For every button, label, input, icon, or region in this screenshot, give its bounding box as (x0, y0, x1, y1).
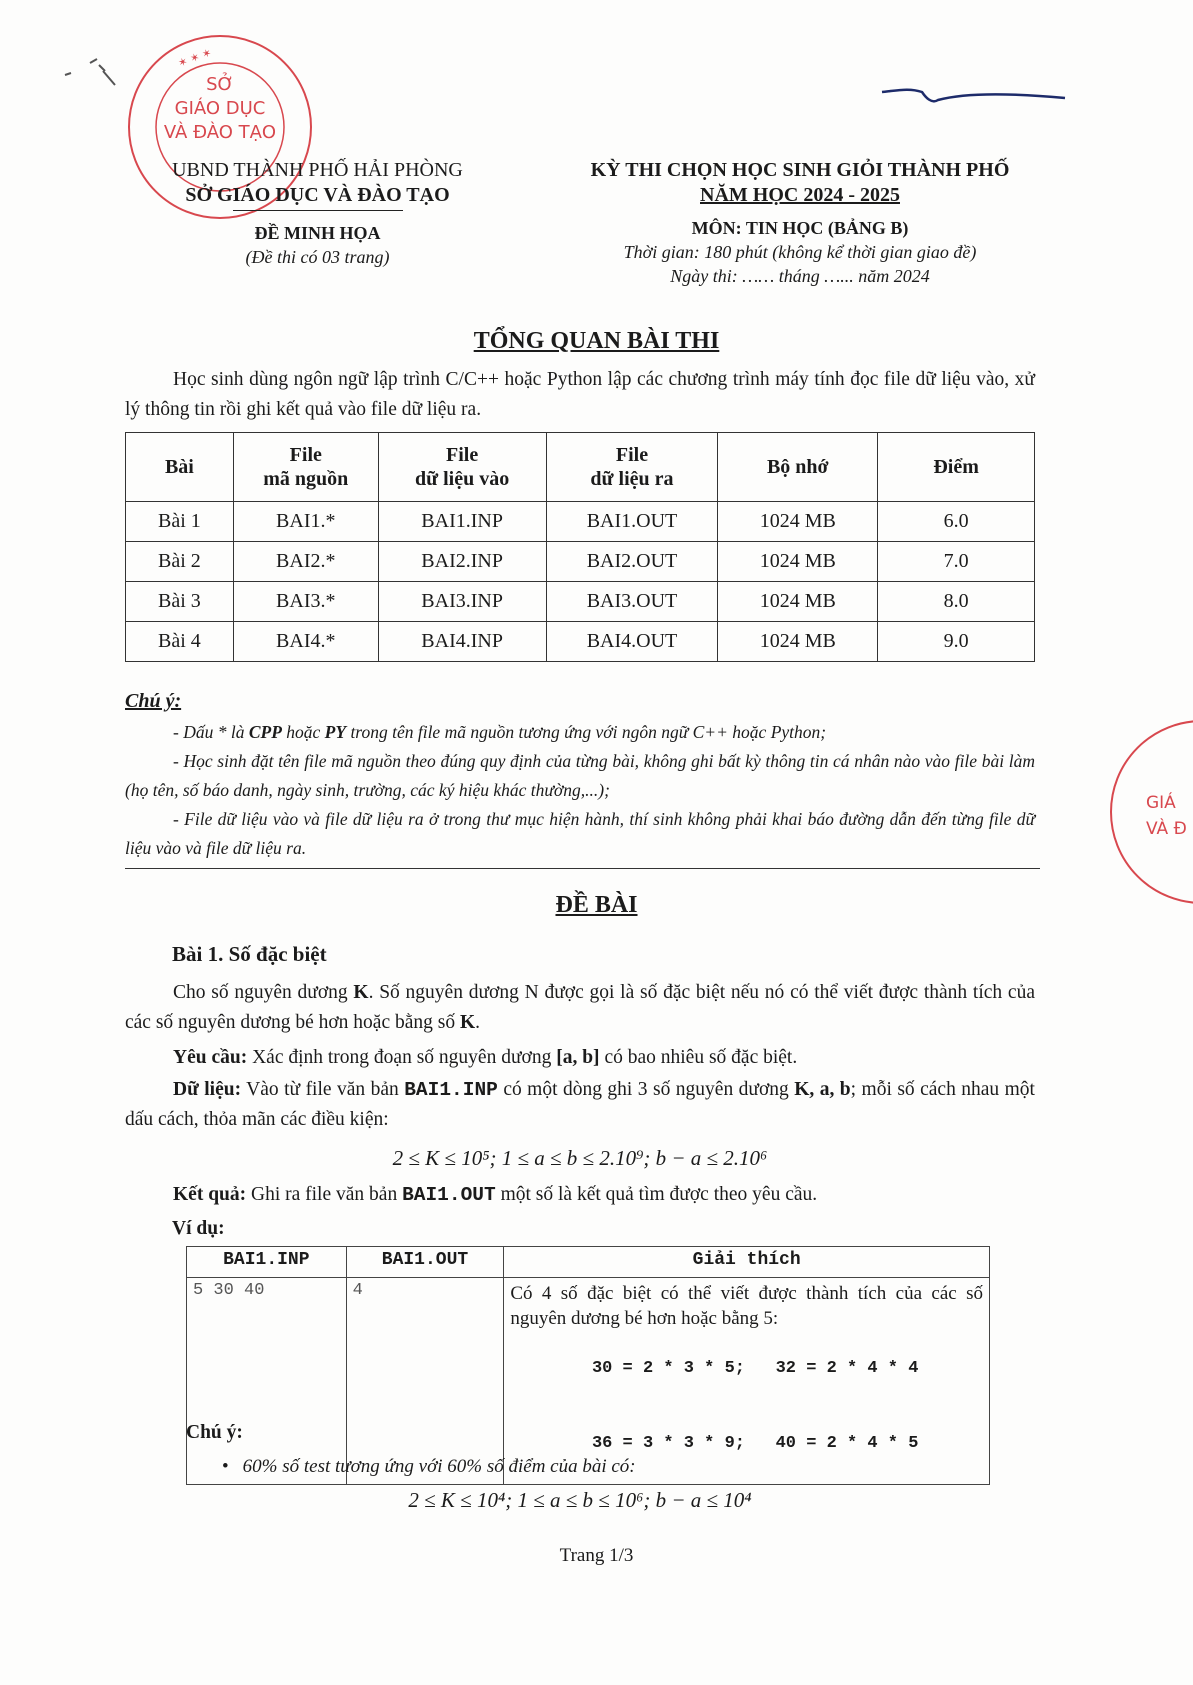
page-count-note: (Đề thi có 03 trang) (245, 247, 390, 267)
table-cell: Bài 4 (126, 622, 234, 662)
table-cell: Bài 2 (126, 542, 234, 582)
seal-partial-text1: GIÁ (1146, 793, 1176, 813)
problem-1-input: Dữ liệu: Vào từ file văn bản BAI1.INP có một dòng ghi 3 số nguyên dương K, a, b; mỗi số cách nhau một dấu cách, thỏa mãn các điều kiện: (125, 1079, 1035, 1130)
example-label: Ví dụ: (172, 1218, 225, 1239)
table-row (126, 502, 1035, 542)
problem-1-constraint: 2 ≤ K ≤ 10⁵; 1 ≤ a ≤ b ≤ 2.10⁹; b − a ≤ 2.10⁶ (392, 1146, 768, 1170)
header-cell: Giải thích (504, 1247, 990, 1278)
header-cell: File dữ liệu vào (378, 433, 546, 502)
table-cell: 8.0 (878, 582, 1035, 622)
seal-partial (1110, 720, 1193, 920)
note2-title: Chú ý: (186, 1422, 243, 1443)
bullet-icon: • (222, 1456, 229, 1477)
note-3: - File dữ liệu vào và file dữ liệu ra ở trong thư mục hiện hành, thí sinh không phải khai báo đường dẫn đến từng file dữ liệu vào và file dữ liệu ra. (125, 809, 1035, 858)
bullet-1: • 60% số test tương ứng với 60% số điểm của bài có: (222, 1456, 636, 1477)
table-cell: BAI4.OUT (546, 622, 718, 662)
seal-text-mid: GIÁO DỤC (174, 98, 266, 119)
example-output: 4 (346, 1278, 504, 1485)
table-row (126, 582, 1035, 622)
exam-date: Ngày thi: …… tháng …... năm 2024 (670, 266, 930, 286)
table-cell: 1024 MB (718, 622, 878, 662)
duration: Thời gian: 180 phút (không kể thời gian giao đề) (623, 242, 977, 262)
school-year: NĂM HỌC 2024 - 2025 (700, 184, 900, 206)
header-cell: Bài (126, 433, 234, 502)
overview-table (125, 432, 1035, 662)
notes-list (125, 718, 1035, 863)
problem-1-statement: Cho số nguyên dương K. Số nguyên dương N được gọi là số đặc biệt nếu nó có thể viết được thành tích của các số nguyên dương bé hơn hoặc bằng số K. (125, 982, 1035, 1033)
table-cell: Bài 3 (126, 582, 234, 622)
header-cell: BAI1.INP (187, 1247, 347, 1278)
header-cell: Điểm (878, 433, 1035, 502)
table-cell: BAI1.* (233, 502, 378, 542)
table-cell: 1024 MB (718, 542, 878, 582)
table-cell: BAI3.OUT (546, 582, 718, 622)
subject: MÔN: TIN HỌC (BẢNG B) (691, 218, 909, 238)
table-cell: BAI1.OUT (546, 502, 718, 542)
table-cell: 1024 MB (718, 502, 878, 542)
problem-1-output: Kết quả: Ghi ra file văn bản BAI1.OUT một số là kết quả tìm được theo yêu cầu. (173, 1184, 818, 1206)
table-cell: BAI2.* (233, 542, 378, 582)
notes-title: Chú ý: (125, 690, 182, 712)
page-footer: Trang 1/3 (559, 1545, 634, 1566)
header-cell: File mã nguồn (233, 433, 378, 502)
section-divider (125, 868, 1040, 869)
table-header-row (126, 433, 1035, 502)
table-cell: 1024 MB (718, 582, 878, 622)
table-cell: 9.0 (878, 622, 1035, 662)
seal-text-top: SỞ (206, 74, 234, 95)
seal-text-bot: VÀ ĐÀO TẠO (163, 122, 277, 143)
overview-title: TỔNG QUAN BÀI THI (473, 328, 720, 354)
table-cell: BAI2.OUT (546, 542, 718, 582)
example-header-row (187, 1247, 990, 1278)
table-cell: 6.0 (878, 502, 1035, 542)
problem-1-title: Bài 1. Số đặc biệt (172, 942, 327, 966)
example-table (186, 1246, 990, 1485)
example-explanation: Có 4 số đặc biệt có thể viết được thành tích của các số nguyên dương bé hơn hoặc bằng 5: 30 = 2 * 3 * 5; 32 = 2 * 4 * 4 36 = 3 * 3 * 9; 40 = 2 * 4 * 5 (504, 1278, 990, 1485)
table-row (126, 542, 1035, 582)
problem-1-requirement: Yêu cầu: Xác định trong đoạn số nguyên dương [a, b] có bao nhiêu số đặc biệt. (173, 1047, 798, 1068)
header-divider (233, 210, 403, 211)
table-cell: BAI1.INP (378, 502, 546, 542)
table-cell: BAI4.* (233, 622, 378, 662)
seal-partial-text2: VÀ Đ (1146, 819, 1187, 839)
header-right (540, 158, 1060, 288)
problems-title: ĐỀ BÀI (555, 892, 638, 918)
signature (880, 80, 1070, 120)
header-cell: File dữ liệu ra (546, 433, 718, 502)
example-row (187, 1278, 990, 1485)
table-cell: BAI3.* (233, 582, 378, 622)
table-cell: BAI2.INP (378, 542, 546, 582)
header-cell: Bộ nhớ (718, 433, 878, 502)
header-cell: BAI1.OUT (346, 1247, 504, 1278)
department-name: UBND THÀNH PHỐ HẢI PHÒNG (172, 159, 463, 181)
table-cell: BAI3.INP (378, 582, 546, 622)
table-cell: Bài 1 (126, 502, 234, 542)
exam-type: ĐỀ MINH HỌA (254, 223, 381, 243)
note-1: - Dấu * là CPP hoặc PY trong tên file mã nguồn tương ứng với ngôn ngữ C++ hoặc Python; (173, 722, 827, 742)
table-cell: 7.0 (878, 542, 1035, 582)
table-cell: BAI4.INP (378, 622, 546, 662)
agency-name: SỞ GIÁO DỤC VÀ ĐÀO TẠO (185, 184, 450, 206)
scan-mark (55, 55, 125, 95)
header-left (120, 158, 515, 269)
svg-text:✶ ✶ ✶: ✶ ✶ ✶ (176, 45, 214, 70)
example-input: 5 30 40 (187, 1278, 347, 1485)
bullet-1-constraint: 2 ≤ K ≤ 10⁴; 1 ≤ a ≤ b ≤ 10⁶; b − a ≤ 10⁴ (408, 1488, 752, 1512)
note-2: - Học sinh đặt tên file mã nguồn theo đúng quy định của từng bài, không ghi bất kỳ thông tin cá nhân nào vào file bài làm (họ tên, số báo danh, ngày sinh, trường, các ký hiệu khác thường,...); (125, 751, 1035, 800)
overview-intro: Học sinh dùng ngôn ngữ lập trình C/C++ hoặc Python lập các chương trình máy tính đọc file dữ liệu vào, xử lý thông tin rồi ghi kết quả vào file dữ liệu ra. (125, 369, 1035, 420)
table-row (126, 622, 1035, 662)
exam-title: KỲ THI CHỌN HỌC SINH GIỎI THÀNH PHỐ (590, 159, 1010, 181)
